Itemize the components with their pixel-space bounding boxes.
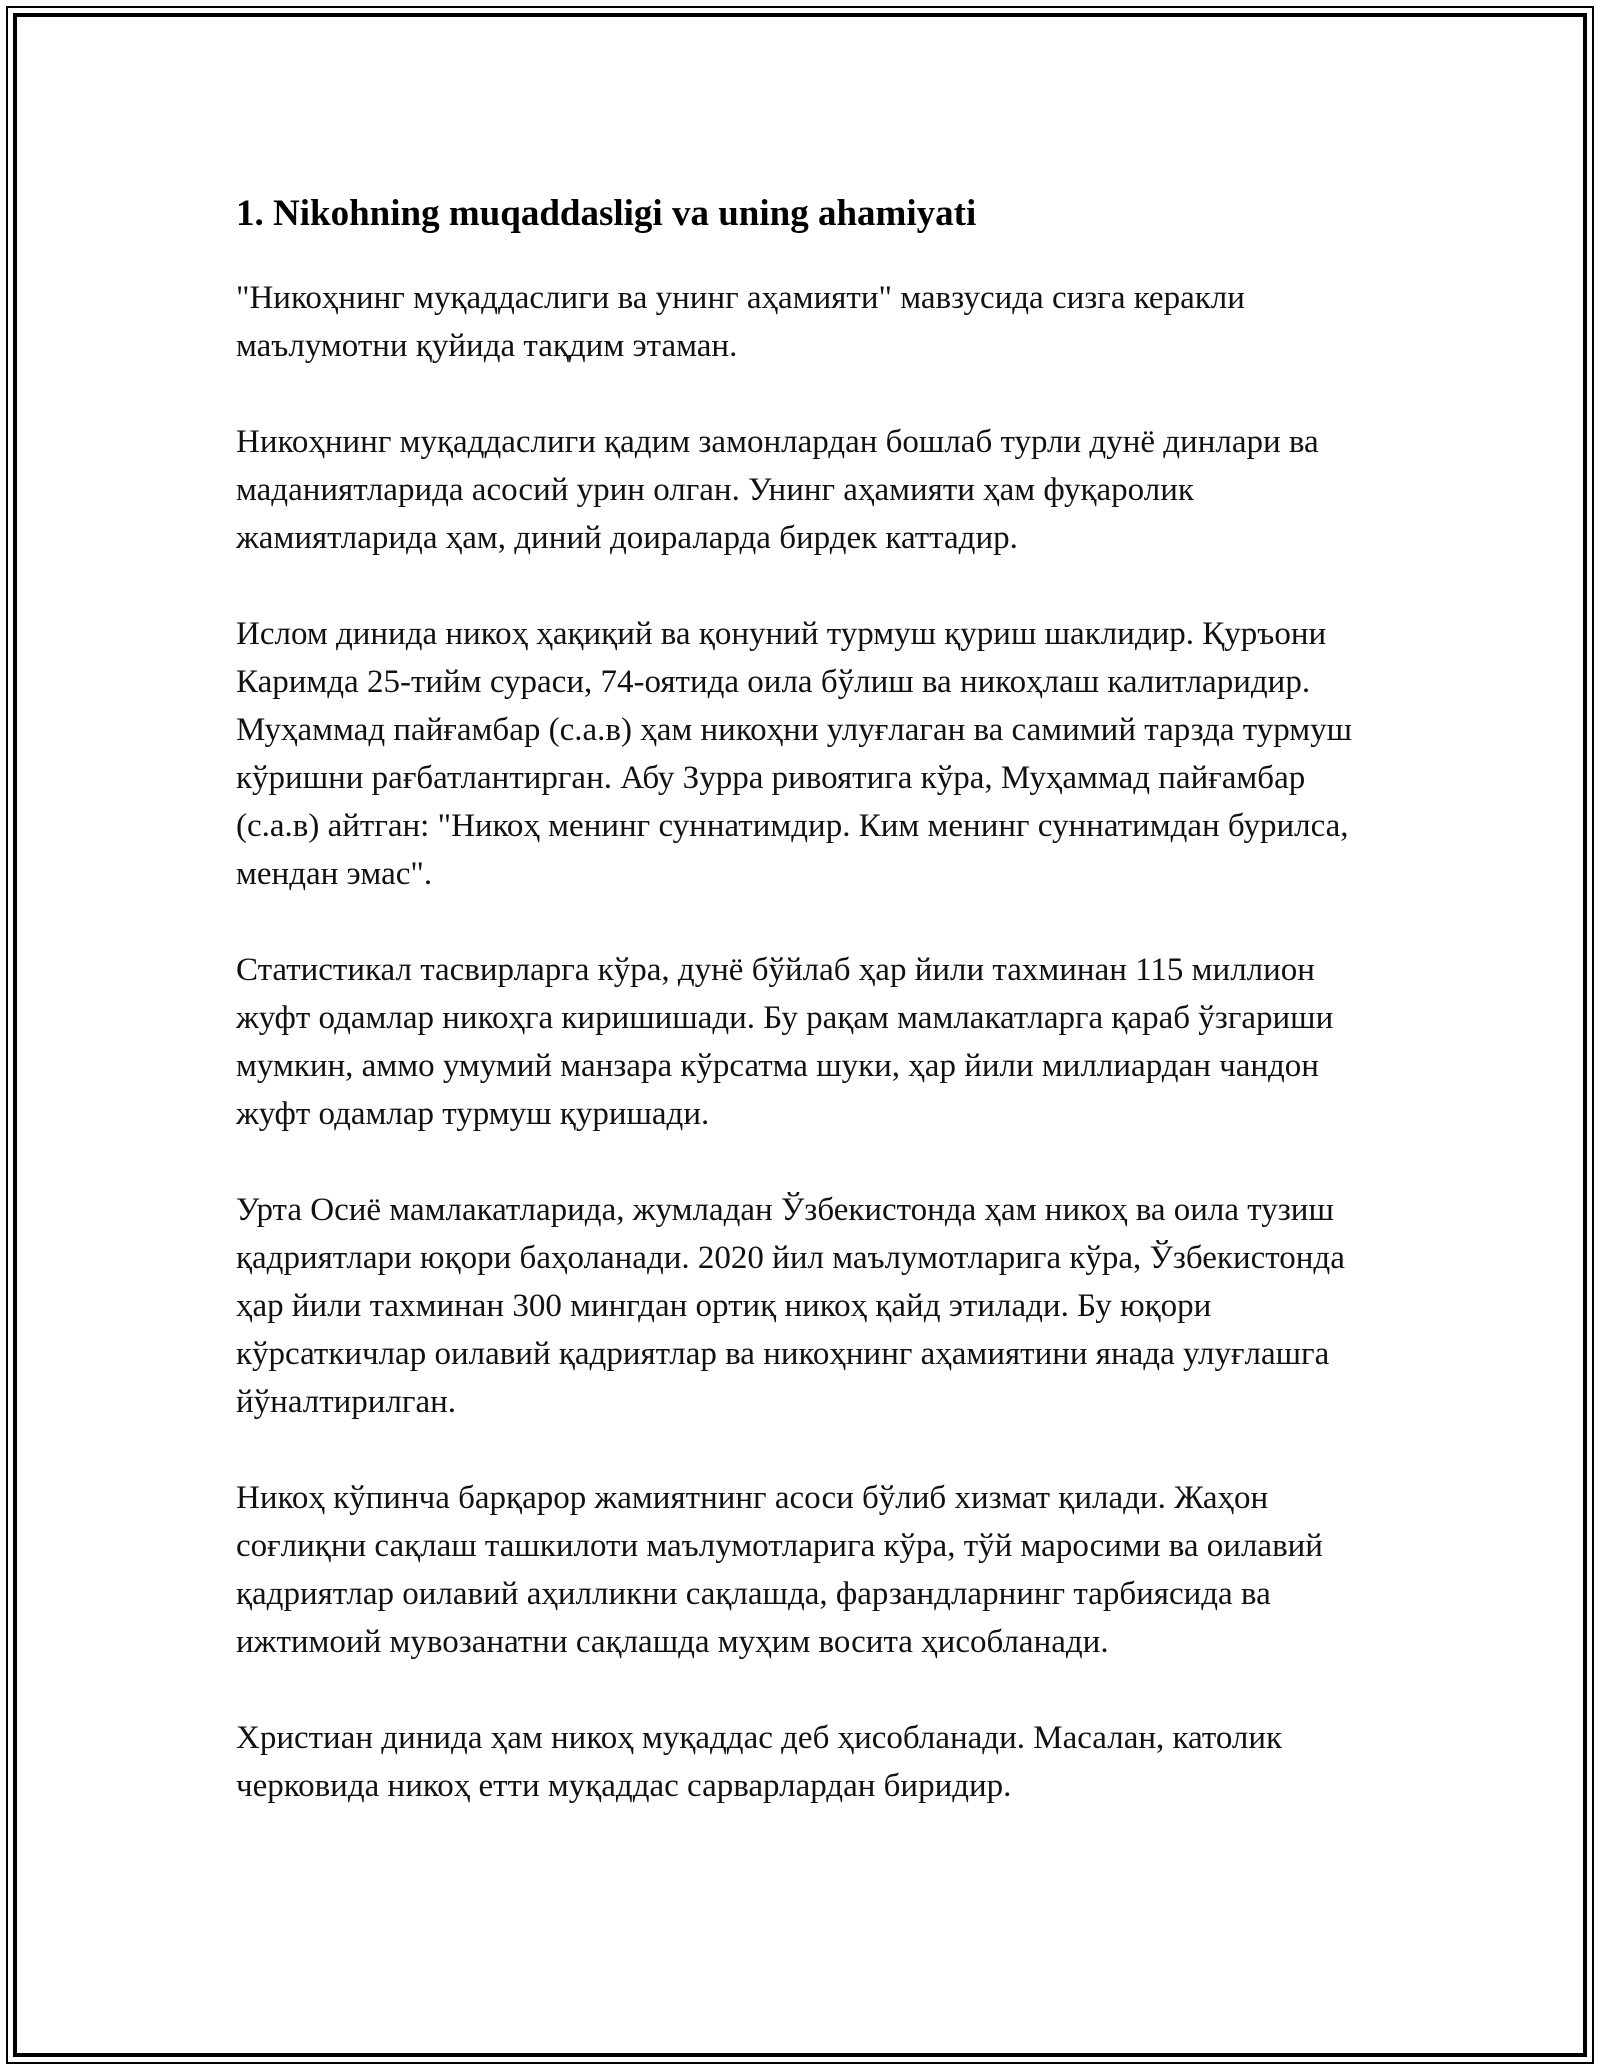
document-title: 1. Nikohning muqaddasligi va uning ahamiyati — [236, 193, 977, 234]
paragraph-history: Никоҳнинг муқаддаслиги қадим замонлардан бошлаб турли дунё динлари ва маданиятларида асосий урин олган. Унинг аҳамияти ҳам фуқаролик жамиятларида ҳам, диний доираларда бирдек каттадир. — [236, 424, 1319, 556]
document-body — [236, 186, 1386, 1858]
paragraph-islam: Ислом динида никоҳ ҳақиқий ва қонуний турмуш қуриш шаклидир. Қуръони Каримда 25-тийм сураси, 74-оятида оила бўлиш ва никоҳлаш калитларидир. Муҳаммад пайғамбар (с.а.в) ҳам никоҳни улуғлаган ва самимий тарзда турмуш кўришни рағбатлантирган. Абу Зурра ривоятига кўра, Муҳаммад пайғамбар (с.а.в) айтган: "Никоҳ менинг суннатимдир. Ким менинг суннатимдан бурилса, мендан эмас". — [236, 616, 1353, 892]
paragraph-christianity: Христиан динида ҳам никоҳ муқаддас деб ҳисобланади. Масалан, католик черковида никоҳ етти муқаддас сарварлардан биридир. — [236, 1720, 1283, 1804]
paragraph-society: Никоҳ кўпинча барқарор жамиятнинг асоси бўлиб хизмат қилади. Жаҳон соғлиқни сақлаш ташкилоти маълумотларига кўра, тўй маросими ва оилавий қадриятлар оилавий аҳилликни сақлашда, фарзандларнинг тарбиясида ва ижтимоий мувозанатни сақлашда муҳим восита ҳисобланади. — [236, 1480, 1323, 1660]
paragraph-intro: "Никоҳнинг муқаддаслиги ва унинг аҳамияти" мавзусида сизга керакли маълумотни қуйида тақдим этаман. — [236, 280, 1245, 364]
paragraph-statistics: Статистикал тасвирларга кўра, дунё бўйлаб ҳар йили тахминан 115 миллион жуфт одамлар никоҳга киришишади. Бу рақам мамлакатларга қараб ўзгариши мумкин, аммо умумий манзара кўрсатма шуки, ҳар йили миллиардан чандон жуфт одамлар турмуш қуришади. — [236, 952, 1334, 1132]
paragraph-central-asia: Урта Осиё мамлакатларида, жумладан Ўзбекистонда ҳам никоҳ ва оила тузиш қадриятлари юқори баҳоланади. 2020 йил маълумотларига кўра, Ўзбекистонда ҳар йили тахминан 300 мингдан ортиқ никоҳ қайд этилади. Бу юқори кўрсаткичлар оилавий қадриятлар ва никоҳнинг аҳамиятини янада улуғлашга йўналтирилган. — [236, 1192, 1345, 1420]
